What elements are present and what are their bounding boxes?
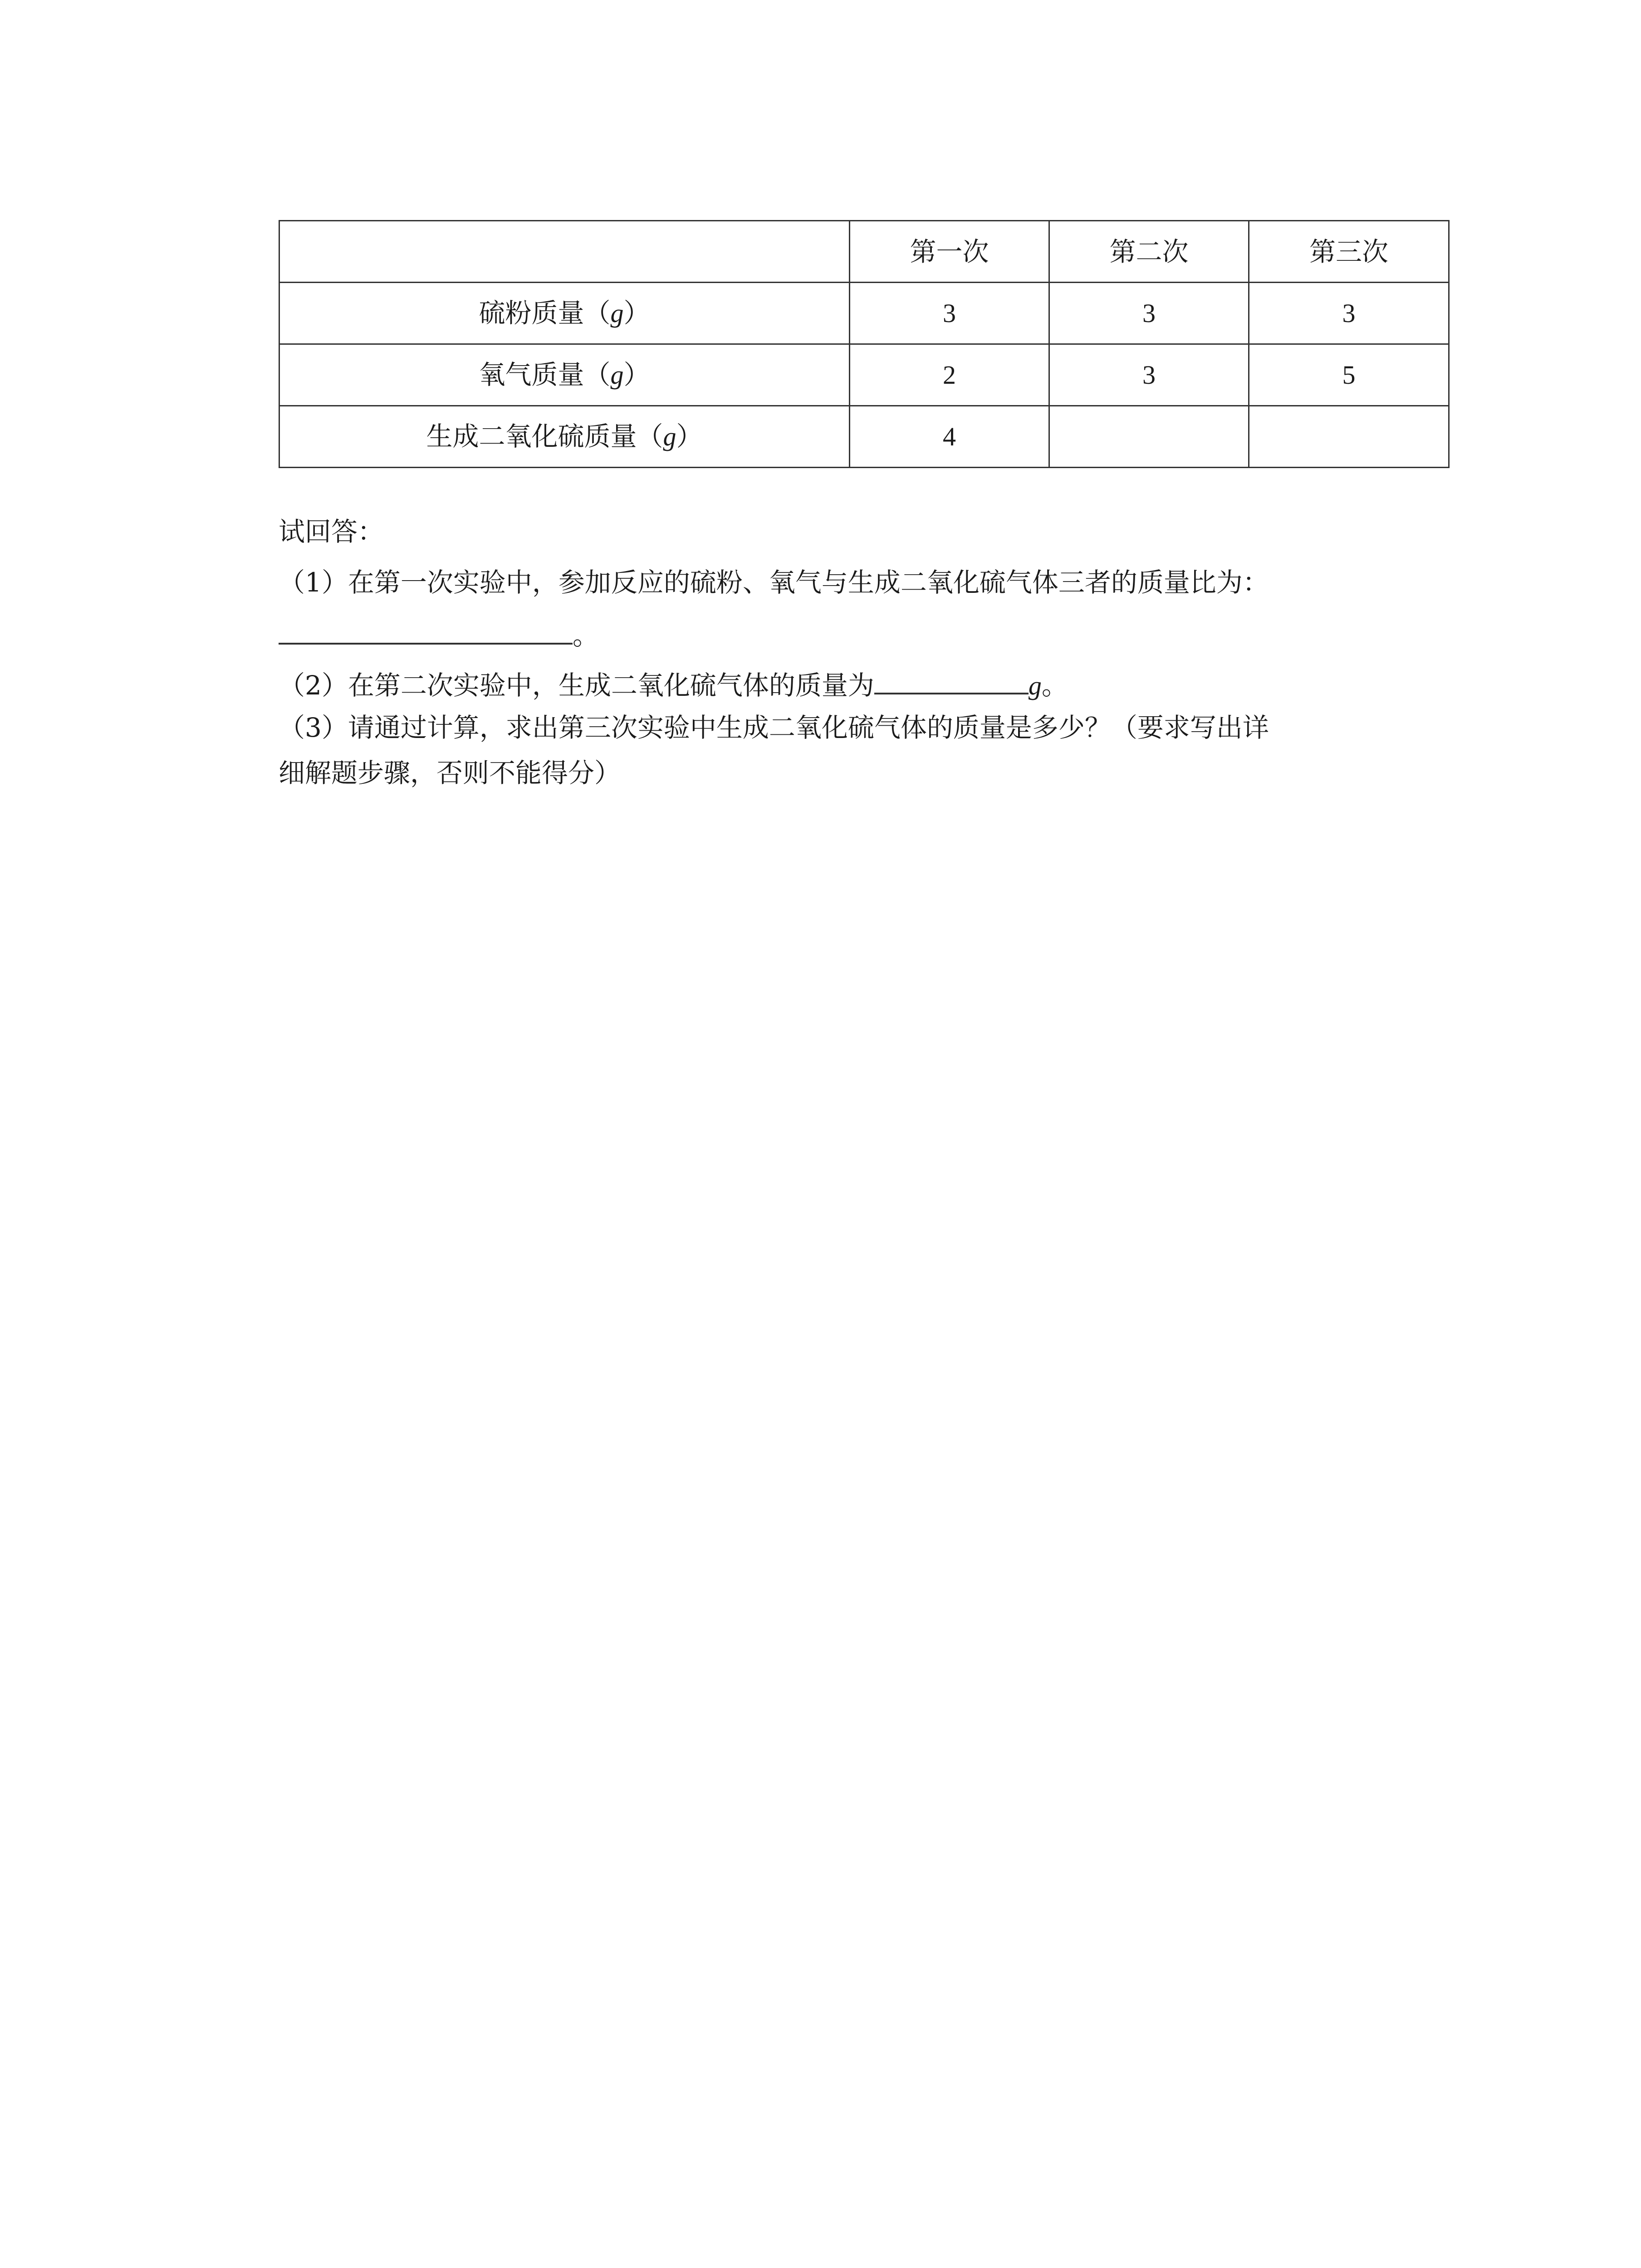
row-label	[279, 283, 850, 344]
question-1: （1）在第一次实验中，参加反应的硫粉、氧气与生成二氧化硫气体三者的质量比为：	[279, 567, 1269, 598]
table-header-row	[279, 221, 1449, 283]
unit-g: g	[1028, 671, 1042, 700]
table-cell: 3	[850, 283, 1049, 344]
answer-blank-2[interactable]	[874, 669, 1029, 694]
q1-end: 。	[573, 620, 599, 651]
experiment-data-table	[279, 220, 1450, 468]
question-3-line-2: 细解题步骤，否则不能得分）	[279, 758, 621, 788]
row-label	[279, 344, 850, 406]
table-cell: 3	[1249, 283, 1449, 344]
row-label-text: 生成二氧化硫质量（	[426, 421, 663, 452]
table-cell: 4	[850, 406, 1049, 468]
unit-g: g	[663, 422, 676, 451]
table-header-cell: 第二次	[1049, 221, 1249, 283]
question-3-line-1: （3）请通过计算，求出第三次实验中生成二氧化硫气体的质量是多少？（要求写出详	[279, 712, 1269, 743]
table-cell: 2	[850, 344, 1049, 406]
table-header-cell: 第三次	[1249, 221, 1449, 283]
question-1-answer-line	[279, 619, 599, 649]
question-2-text: （2）在第二次实验中，生成二氧化硫气体的质量为	[279, 670, 874, 701]
table-header-cell: 第一次	[850, 221, 1049, 283]
row-label-end: ）	[623, 359, 650, 390]
question-2	[279, 669, 1068, 699]
table-row	[279, 344, 1449, 406]
row-label-end: ）	[676, 421, 703, 452]
answer-blank-1[interactable]	[279, 619, 573, 645]
row-label	[279, 406, 850, 468]
row-label-end: ）	[623, 298, 650, 328]
row-label-text: 氧气质量（	[479, 359, 611, 390]
q2-end: 。	[1041, 670, 1068, 701]
table-row	[279, 283, 1449, 344]
unit-g: g	[610, 360, 624, 390]
row-label-text: 硫粉质量（	[479, 298, 611, 328]
table-cell: 5	[1249, 344, 1449, 406]
table-header-cell	[279, 221, 850, 283]
table-cell	[1249, 406, 1449, 468]
table-row	[279, 406, 1449, 468]
table-cell	[1049, 406, 1249, 468]
table-cell: 3	[1049, 344, 1249, 406]
unit-g: g	[610, 298, 624, 328]
table-cell: 3	[1049, 283, 1249, 344]
answer-intro: 试回答：	[279, 516, 384, 547]
